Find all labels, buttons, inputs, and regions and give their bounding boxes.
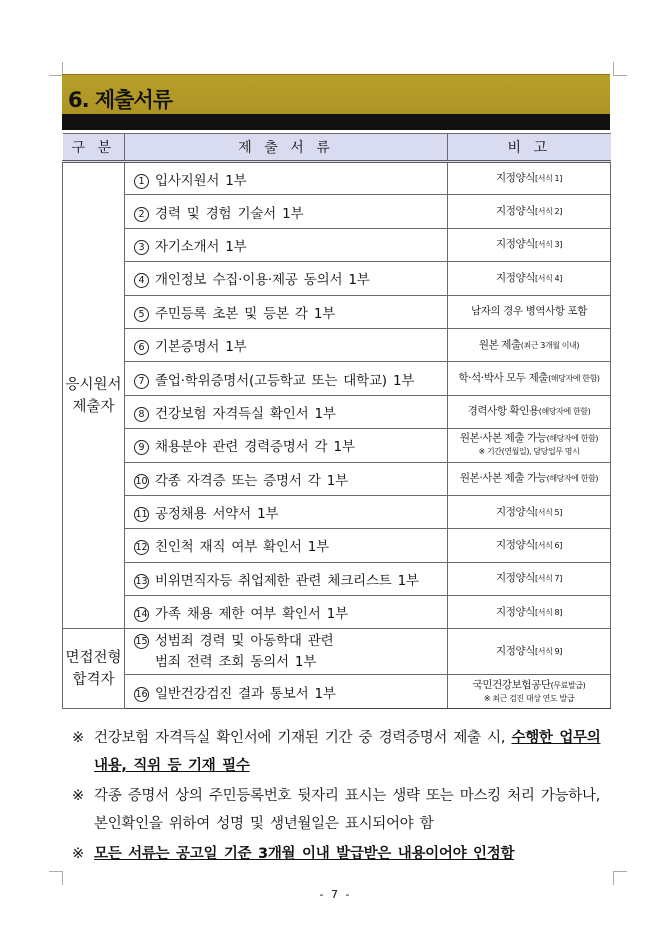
item-number-badge: 7 [134, 374, 149, 389]
remark-cell [448, 529, 611, 562]
remark-subtext: (최근 3개월 이내) [520, 340, 580, 350]
remark-text: 지정양식 [496, 572, 536, 585]
remark-text: 원본 제출 [478, 338, 521, 351]
document-name: 채용분야 관련 경력증명서 각 1부 [155, 439, 355, 456]
table-row [63, 362, 611, 395]
document-name: 공정채용 서약서 1부 [155, 506, 279, 523]
remark-cell [448, 162, 611, 195]
item-number-badge: 16 [135, 688, 148, 700]
item-number-badge: 13 [135, 575, 148, 587]
document-cell [125, 629, 448, 675]
remark-subtext: (해당자에 한함) [546, 474, 599, 484]
section-title: 6. 제출서류 [68, 88, 173, 112]
remark-subtext: [서식 1] [535, 174, 562, 184]
document-name: 자기소개서 1부 [155, 238, 247, 255]
note-text: 각종 증명서 상의 주민등록번호 뒷자리 표시는 생략 또는 마스킹 처리 가능하나, 본인확인을 위하여 성명 및 생년월일은 표시되어야 함 [94, 788, 601, 832]
remark-detail: ※ 기간(연월일), 담당업무 명시 [478, 447, 580, 457]
remark-text: 지정양식 [496, 605, 536, 618]
category-label-line: 면접전형 [65, 649, 122, 666]
document-name: 입사지원서 1부 [155, 172, 247, 189]
remark-cell [448, 675, 611, 708]
remark-text: 지정양식 [496, 538, 536, 551]
section-header-bar [62, 114, 610, 130]
document-cell [125, 228, 448, 261]
note-mark: ※ [72, 730, 84, 746]
document-name: 가족 채용 제한 여부 확인서 1부 [155, 606, 348, 623]
notes-section [72, 724, 612, 870]
table-row [63, 462, 611, 495]
document-name: 주민등록 초본 및 등본 각 1부 [155, 305, 336, 322]
document-lines [155, 631, 333, 673]
item-number-badge: 5 [134, 307, 149, 322]
remark-text: 원본·사본 제출 가능 [459, 472, 547, 485]
remark-detail: ※ 최근 검진 대상 연도 발급 [483, 693, 575, 703]
table-row [63, 429, 611, 462]
remark-subtext: [서식 3] [535, 240, 562, 250]
document-cell [125, 562, 448, 595]
remark-subtext: (해당자에 한함) [548, 374, 600, 384]
table-row [63, 675, 611, 708]
document-name: 경력 및 경험 기술서 1부 [155, 205, 304, 222]
remark-text: 원본·사본 제출 가능 [459, 432, 547, 445]
remark-cell [448, 362, 611, 395]
document-cell [125, 395, 448, 428]
table-row [63, 262, 611, 295]
category-label-line: 응시원서 [65, 376, 122, 393]
remark-subtext: [서식 5] [535, 507, 562, 517]
note-emphasis: 수행한 업무의 내용, 직위 등 기재 필수 [94, 730, 601, 774]
corner-mark-bottom-left [49, 871, 63, 885]
category-label-line: 제출자 [72, 398, 115, 415]
note-item [72, 724, 612, 780]
table-header-row [63, 134, 611, 162]
item-number-badge: 12 [135, 542, 148, 554]
remark-cell [448, 328, 611, 361]
table-row [63, 629, 611, 675]
category-label-line: 합격자 [72, 671, 115, 688]
remark-text: 지정양식 [496, 238, 536, 251]
remark-cell [448, 395, 611, 428]
remark-cell [448, 495, 611, 528]
item-number-badge: 8 [134, 407, 149, 422]
document-name: 개인정보 수집·이용·제공 동의서 1부 [155, 272, 370, 289]
document-cell [125, 195, 448, 228]
document-cell [125, 495, 448, 528]
document-name: 졸업·학위증명서(고등학교 또는 대학교) 1부 [155, 372, 415, 389]
table-row [63, 195, 611, 228]
note-text: 건강보험 자격득실 확인서에 기재된 기간 중 경력증명서 제출 시, [94, 730, 512, 746]
remark-cell [448, 429, 611, 462]
document-cell [125, 162, 448, 195]
remark-cell [448, 462, 611, 495]
table-row [63, 228, 611, 261]
remark-text: 지정양식 [496, 271, 536, 284]
note-mark: ※ [72, 846, 84, 862]
table-row [63, 529, 611, 562]
document-multiline [134, 631, 447, 673]
document-cell [125, 362, 448, 395]
remark-subtext: [서식 4] [535, 273, 562, 283]
remark-cell [448, 262, 611, 295]
item-number-badge: 15 [135, 635, 148, 647]
table-row [63, 495, 611, 528]
document-name: 성범죄 경력 및 아동학대 관련 [155, 632, 334, 649]
document-cell [125, 262, 448, 295]
remark-subtext: [서식 8] [535, 607, 562, 617]
remark-cell [448, 295, 611, 328]
remark-text: 학·석·박사 모두 제출 [458, 372, 549, 385]
remark-subtext: [서식 9] [535, 647, 562, 657]
remark-text: 지정양식 [496, 505, 536, 518]
document-name: 친인척 재직 여부 확인서 1부 [155, 539, 330, 556]
table-row [63, 162, 611, 195]
document-name: 건강보험 자격득실 확인서 1부 [155, 405, 336, 422]
document-name: 기본증명서 1부 [155, 339, 247, 356]
item-number-badge: 9 [134, 440, 149, 455]
remark-text: 지정양식 [496, 172, 536, 185]
document-cell [125, 462, 448, 495]
item-number-badge: 4 [134, 273, 149, 288]
document-cell [125, 328, 448, 361]
remark-subtext: (해당자에 한함) [538, 407, 591, 417]
table-row [63, 596, 611, 629]
item-number-badge: 11 [135, 509, 148, 521]
note-mark: ※ [72, 788, 84, 804]
corner-mark-top-right [613, 62, 627, 76]
document-name: 일반건강검진 결과 통보서 1부 [155, 685, 336, 702]
item-number-badge: 14 [135, 609, 148, 621]
remark-subtext: [서식 6] [535, 540, 562, 550]
header-documents: 제 출 서 류 [125, 134, 448, 162]
remark-text: 지정양식 [496, 205, 536, 218]
document-cell [125, 675, 448, 708]
section-header [62, 74, 610, 130]
table-row [63, 562, 611, 595]
document-cell [125, 529, 448, 562]
remark-cell [448, 596, 611, 629]
category-cell [63, 162, 125, 629]
header-category: 구 분 [63, 134, 125, 162]
remark-cell [448, 562, 611, 595]
note-item [72, 840, 612, 868]
table-row [63, 395, 611, 428]
document-name: 각종 자격증 또는 증명서 각 1부 [155, 472, 348, 489]
remark-text: 국민건강보험공단 [472, 678, 551, 691]
item-number-badge: 3 [134, 240, 149, 255]
remark-subtext: (무료발급) [550, 680, 586, 690]
category-cell [63, 629, 125, 708]
item-number-badge: 1 [134, 174, 149, 189]
remark-subtext: (해당자에 한함) [546, 434, 599, 444]
corner-mark-top-left [49, 62, 63, 76]
page-number: - 7 - [319, 888, 352, 901]
document-cell [125, 596, 448, 629]
note-item [72, 782, 612, 838]
item-number-badge: 2 [134, 207, 149, 222]
remark-cell [448, 228, 611, 261]
document-name: 비위면직자등 취업제한 관련 체크리스트 1부 [155, 572, 419, 589]
remark-subtext: [서식 7] [535, 574, 562, 584]
remark-text: 경력사항 확인용 [467, 405, 539, 418]
document-name: 범죄 전력 조회 동의서 1부 [155, 653, 317, 670]
item-number-badge: 6 [134, 340, 149, 355]
table-row [63, 295, 611, 328]
table-row [63, 328, 611, 361]
documents-table [62, 133, 611, 709]
remark-text: 남자의 경우 병역사항 포함 [471, 305, 587, 318]
remark-subtext: [서식 2] [535, 207, 562, 217]
item-number-badge: 10 [135, 475, 148, 487]
remark-cell [448, 195, 611, 228]
remark-cell [448, 629, 611, 675]
document-cell [125, 295, 448, 328]
corner-mark-bottom-right [613, 871, 627, 885]
header-remarks: 비 고 [448, 134, 611, 162]
remark-text: 지정양식 [496, 645, 536, 658]
document-cell [125, 429, 448, 462]
note-emphasis: 모든 서류는 공고일 기준 3개월 이내 발급받은 내용이어야 인정함 [94, 846, 515, 862]
